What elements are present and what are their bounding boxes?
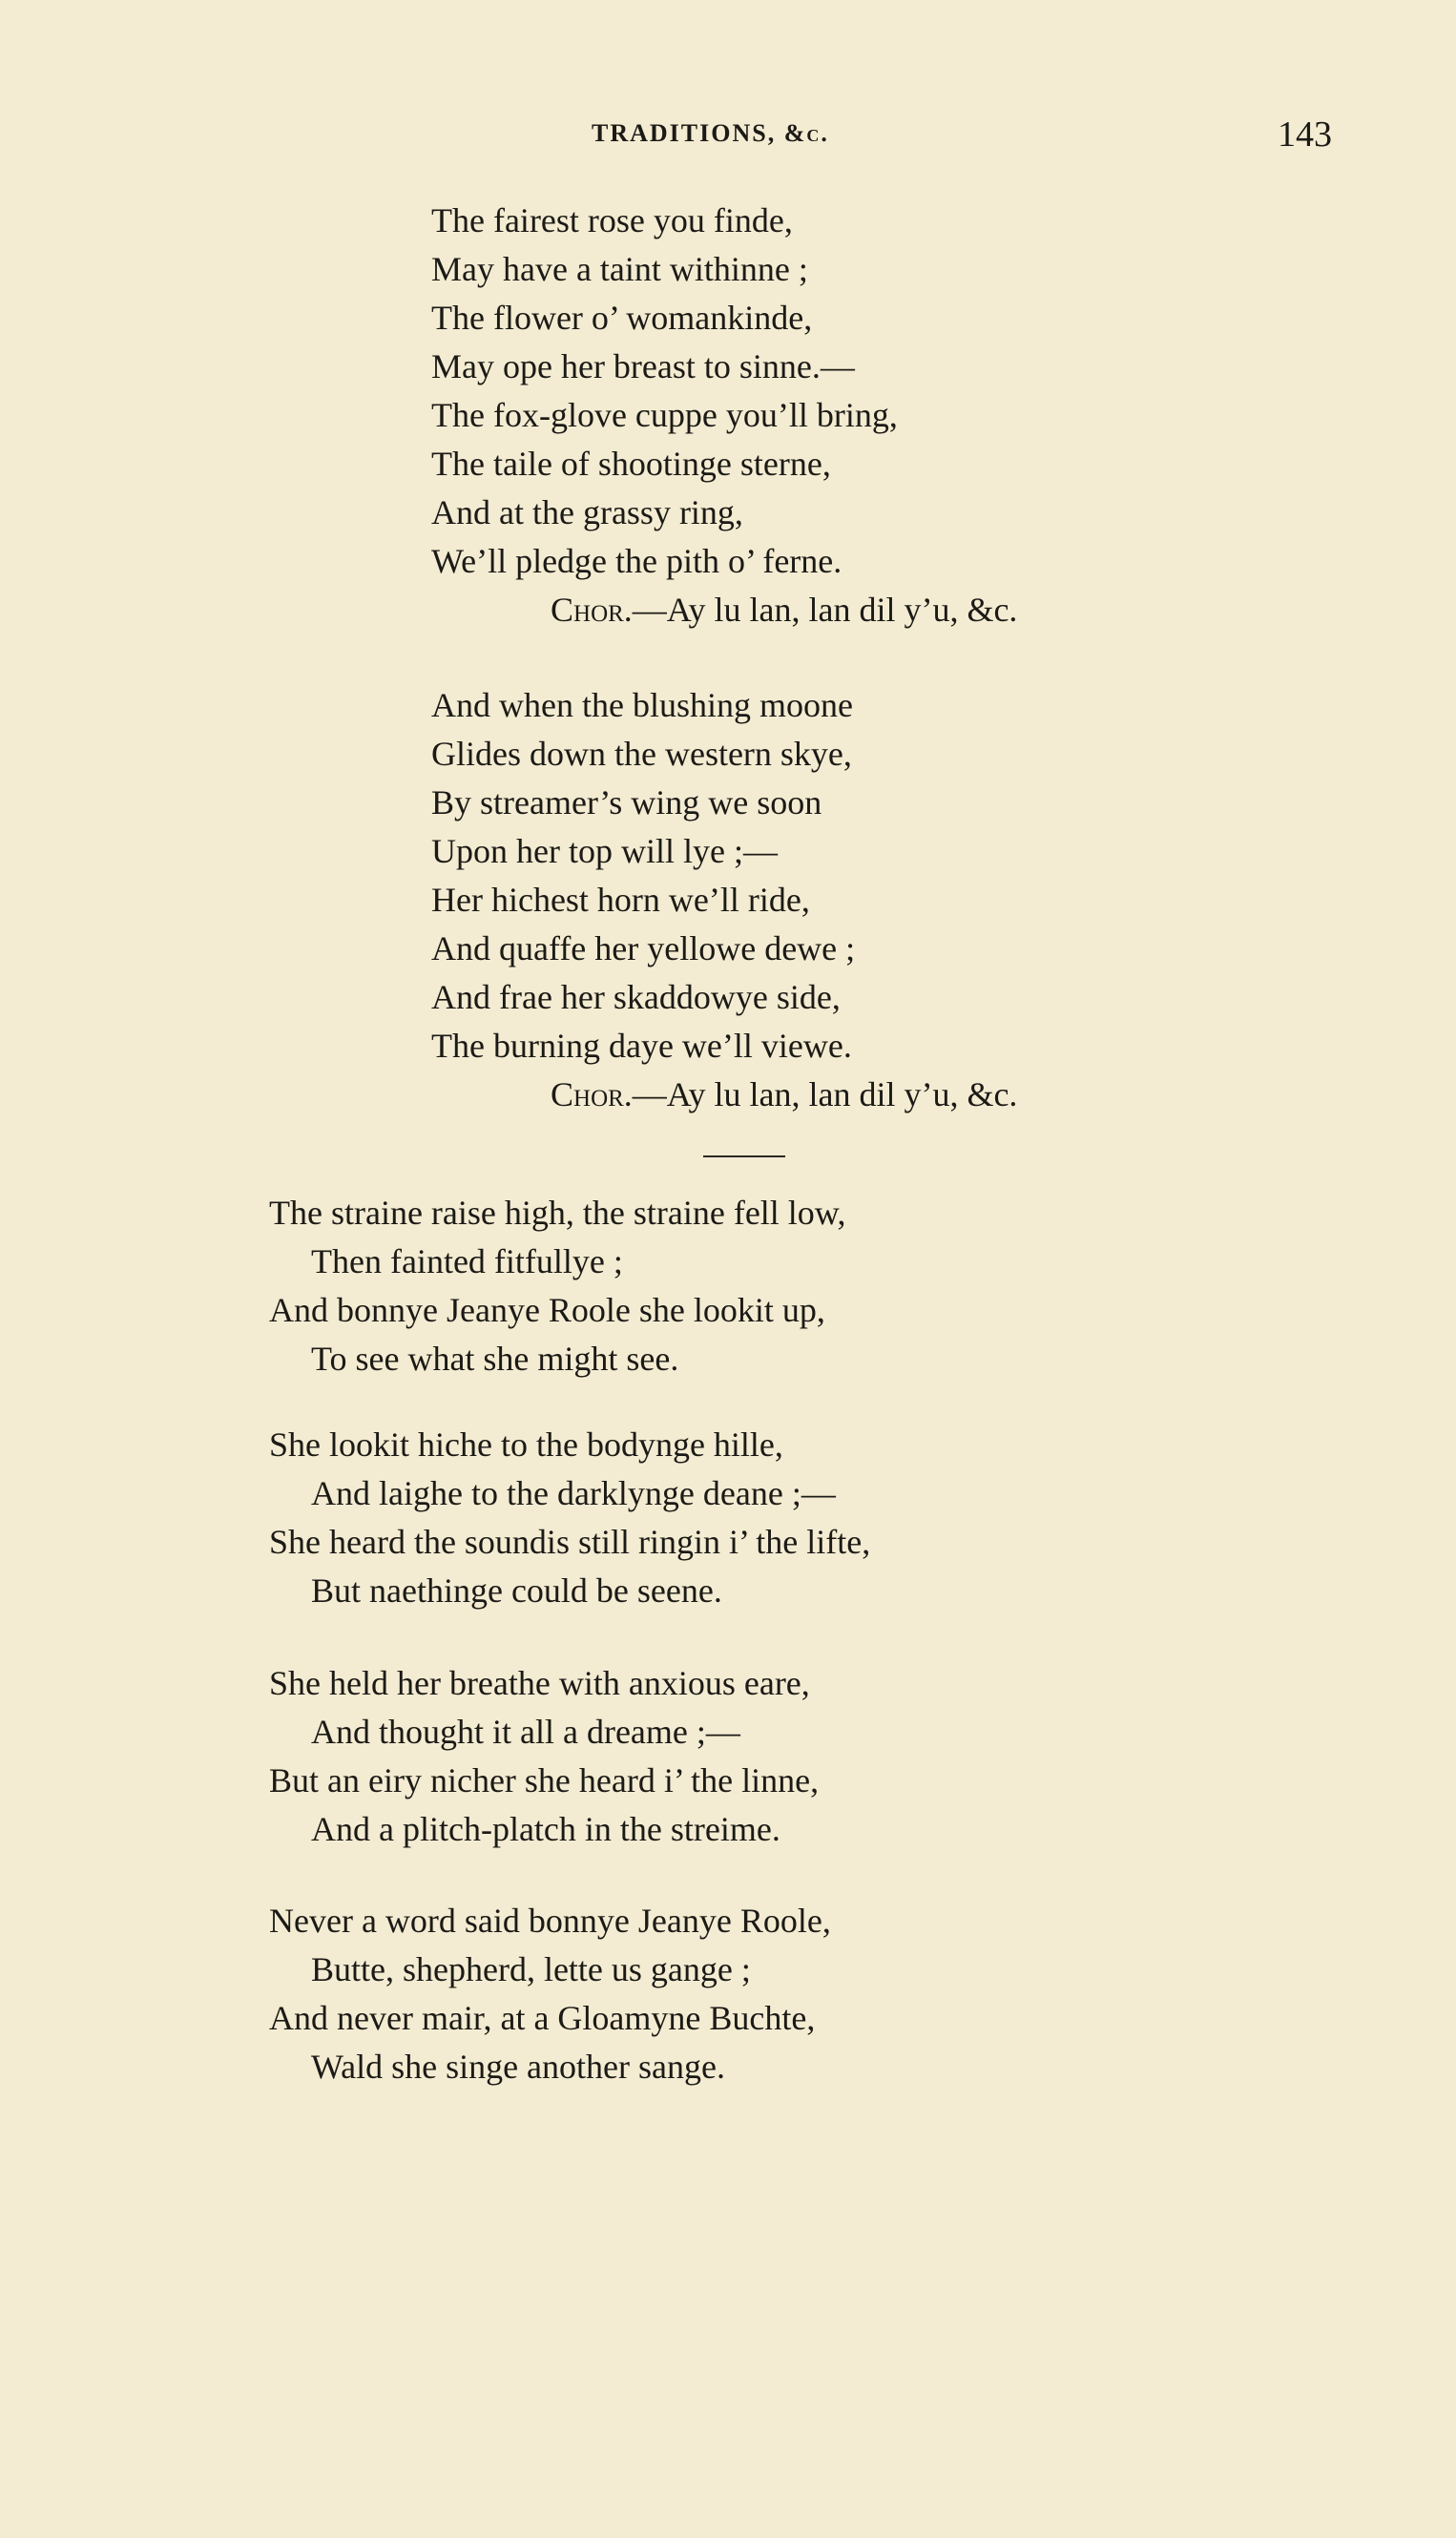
chorus-label: Chor. bbox=[551, 591, 633, 629]
chorus-line bbox=[431, 1071, 1017, 1119]
page-number: 143 bbox=[1278, 114, 1332, 155]
running-head bbox=[0, 114, 1456, 167]
verse-line: She heard the soundis still ringin i’ the lifte, bbox=[269, 1523, 871, 1561]
verse-line: And a plitch-platch in the streime. bbox=[311, 1810, 780, 1848]
verse-line: But an eiry nicher she heard i’ the linne, bbox=[269, 1761, 820, 1799]
verse-line: May have a taint withinne ; bbox=[431, 250, 808, 288]
verse-line: Never a word said bonnye Jeanye Roole, bbox=[269, 1902, 831, 1940]
section-divider bbox=[703, 1155, 785, 1157]
verse-line: And when the blushing moone bbox=[431, 686, 853, 724]
verse-line: Then fainted fitfullye ; bbox=[311, 1242, 623, 1280]
chorus-line bbox=[431, 586, 1017, 634]
verse-line: The flower o’ womankinde, bbox=[431, 299, 813, 337]
ballad-stanza-4 bbox=[269, 1897, 831, 2091]
verse-line: The fairest rose you finde, bbox=[431, 201, 793, 239]
verse-line: She lookit hiche to the bodynge hille, bbox=[269, 1425, 783, 1464]
ballad-stanza-1 bbox=[269, 1189, 845, 1383]
verse-line: The straine raise high, the straine fell low, bbox=[269, 1194, 846, 1232]
running-title: TRADITIONS, &c. bbox=[592, 119, 829, 147]
chorus-text: —Ay lu lan, lan dil y’u, &c. bbox=[632, 591, 1018, 629]
verse-line: But naethinge could be seene. bbox=[311, 1571, 722, 1610]
verse-line: She held her breathe with anxious eare, bbox=[269, 1664, 810, 1702]
verse-line: And thought it all a dreame ;— bbox=[311, 1713, 740, 1751]
verse-line: And quaffe her yellowe dewe ; bbox=[431, 929, 856, 967]
verse-line: And frae her skaddowye side, bbox=[431, 978, 841, 1016]
verse-line: The taile of shootinge sterne, bbox=[431, 445, 831, 483]
verse-line: To see what she might see. bbox=[311, 1340, 679, 1378]
song-stanza-2 bbox=[431, 681, 1017, 1119]
verse-line: Her hichest horn we’ll ride, bbox=[431, 881, 810, 919]
ballad-stanza-3 bbox=[269, 1659, 819, 1854]
song-stanza-1 bbox=[431, 197, 1017, 634]
ballad-stanza-2 bbox=[269, 1421, 870, 1615]
verse-line: Butte, shepherd, lette us gange ; bbox=[311, 1950, 751, 1988]
verse-line: And laighe to the darklynge deane ;— bbox=[311, 1474, 836, 1512]
verse-line: Upon her top will lye ;— bbox=[431, 832, 778, 870]
chorus-text: —Ay lu lan, lan dil y’u, &c. bbox=[632, 1075, 1018, 1113]
verse-line: Glides down the western skye, bbox=[431, 735, 852, 773]
chorus-label: Chor. bbox=[551, 1075, 633, 1113]
verse-line: May ope her breast to sinne.— bbox=[431, 347, 855, 385]
verse-line: By streamer’s wing we soon bbox=[431, 783, 822, 822]
verse-line: We’ll pledge the pith o’ ferne. bbox=[431, 542, 842, 580]
verse-line: And never mair, at a Gloamyne Buchte, bbox=[269, 1999, 816, 2037]
verse-line: The burning daye we’ll viewe. bbox=[431, 1027, 852, 1065]
verse-line: And bonnye Jeanye Roole she lookit up, bbox=[269, 1291, 825, 1329]
verse-line: The fox-glove cuppe you’ll bring, bbox=[431, 396, 898, 434]
verse-line: Wald she singe another sange. bbox=[311, 2048, 725, 2086]
verse-line: And at the grassy ring, bbox=[431, 493, 743, 531]
